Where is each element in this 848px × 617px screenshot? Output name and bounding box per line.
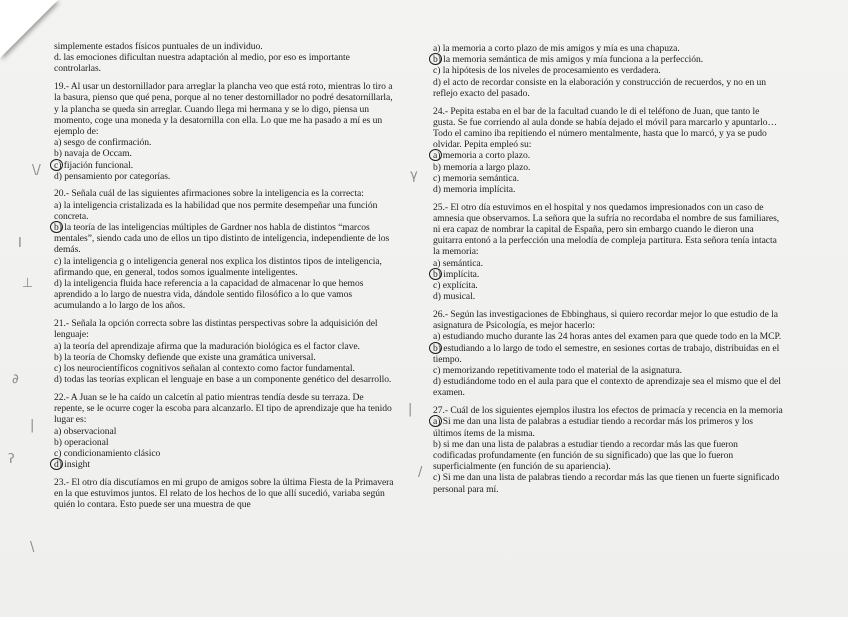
pencil-mark: \ <box>30 540 35 555</box>
answer-option: d) el acto de recordar consiste en la elaboración y construcción de recuerdos, y no en un reflejo exacto del pasado. <box>433 76 767 99</box>
answer-option: a) la teoría del aprendizaje afirma que la maduración biológica es el factor clave. <box>54 340 360 352</box>
question <box>54 318 396 385</box>
answer-option: c) la hipótesis de los niveles de procesamiento es verdadera. <box>433 65 661 77</box>
pencil-mark: / <box>418 465 423 480</box>
options-list <box>433 331 783 398</box>
answer-option: a) semántica. <box>433 257 483 269</box>
question-stem: 20.- Señala cuál de las siguientes afirmaciones sobre la inteligencia es la correcta: <box>54 188 364 200</box>
question <box>433 106 783 196</box>
question-stem: 26.- Según las investigaciones de Ebbinghaus, si quiero recordar mejor lo que estudio de la asignatura de Psicología, es mejor hacerlo: <box>433 308 778 332</box>
folded-corner <box>0 0 58 58</box>
answer-option: a) memoria a corto plazo. <box>433 150 783 161</box>
answer-option: c) memoria semántica. <box>433 172 520 184</box>
answer-option: b) memoria a largo plazo. <box>433 161 531 173</box>
question-stem: 22.- A Juan se le ha caído un calcetín al patio mientras tendía desde su terraza. De repente, se le ocurre coger la escoba para alcanzarlo. El tipo de aprendizaje que ha tenido lugar es: <box>54 391 392 426</box>
options-list <box>54 426 396 471</box>
question <box>54 81 396 182</box>
circled-answer-mark <box>429 53 442 65</box>
options-list <box>433 258 783 303</box>
answer-option: d) estudiándome todo en el aula para que el contexto de aprendizaje sea el mismo que el del examen. <box>433 376 781 399</box>
answer-option: b) operacional <box>54 436 109 448</box>
options-list <box>433 43 783 99</box>
answer-option: b) la memoria semántica de mis amigos y mía funciona a la perfección. <box>433 54 783 65</box>
answer-option: b) la teoría de Chomsky defiende que existe una gramática universal. <box>54 351 316 363</box>
pencil-mark: | <box>408 402 413 417</box>
question-stem: 23.- El otro día discutíamos en mi grupo de amigos sobre la última Fiesta de la Primavera en la que estuvimos juntos. El relato de los hechos de lo que allí sucedió, variaba según quién lo contara. Esto puede ser una muestra de que <box>54 476 394 511</box>
answer-option: b) estudiando a lo largo de todo el semestre, en sesiones cortas de trabajo, distribuidas en el tiempo. <box>433 343 783 365</box>
answer-option: d) pensamiento por categorías. <box>54 170 171 182</box>
options-list <box>433 416 783 494</box>
answer-option: a) Si me dan una lista de palabras a estudiar tiendo a recordar más los primeros y los últimos ítems de la misma. <box>433 416 783 438</box>
question <box>54 477 396 511</box>
options-list <box>54 341 396 386</box>
circled-answer-mark <box>429 415 442 427</box>
answer-option: a) la memoria a corto plazo de mis amigos y mía es una chapuza. <box>433 43 680 54</box>
question <box>433 405 783 495</box>
pencil-mark: | <box>30 418 35 433</box>
pencil-scribble: ∂ <box>12 372 19 387</box>
answer-option: c) memorizando repetitivamente todo el material de la asignatura. <box>433 364 683 376</box>
question-stem: 25.- El otro día estuvimos en el hospital y nos quedamos impresionados con un caso de amnesia que observamos. La señora que la sufría no recordaba el nombre de sus familiares, ni era capaz de nombrar la capital de España, pero sin embargo cuando le dieron una guitarra entonó a la perfección una melodía de compleja partitura. Esta señora tenía intacta la memoria: <box>433 201 780 258</box>
circled-answer-mark <box>50 159 63 171</box>
question-23-options <box>433 43 783 99</box>
answer-option: c) Si me dan una lista de palabras tiendo a recordar más las que tienen un fuerte significado personal para mí. <box>433 472 780 495</box>
pencil-mark: ⊥ <box>22 276 34 291</box>
question-stem: 27.- Cuál de los siguientes ejemplos ilustra los efectos de primacía y recencia en la memoria <box>433 405 783 417</box>
answer-option: a) estudiando mucho durante las 24 horas antes del examen para que quede todo en la MCP. <box>433 331 782 343</box>
circled-answer-mark <box>429 268 442 280</box>
answer-option: a) observacional <box>54 425 117 437</box>
answer-option: d) insight <box>54 459 396 470</box>
pencil-mark: Ι <box>18 236 22 251</box>
pencil-scribble: ʔ <box>8 452 15 467</box>
answer-option: c) la inteligencia g o inteligencia general nos explica los distintos tipos de inteligencia, afirmando que, en general, todos somos igualmente inteligentes. <box>54 255 382 278</box>
answer-option: d) todas las teorías explican el lenguaje en base a un componente genético del desarrollo. <box>54 374 392 386</box>
answer-option: c) explícita. <box>433 280 478 292</box>
left-column <box>54 41 396 517</box>
question <box>433 202 783 303</box>
answer-option: c) condicionamiento clásico <box>54 447 161 459</box>
question <box>54 188 396 311</box>
options-list <box>54 200 396 312</box>
question <box>433 309 783 399</box>
fragment-line: simplemente estados físicos puntuales de un individuo. <box>54 41 263 52</box>
pencil-mark: \/ <box>32 163 41 178</box>
question-stem: 21.- Señala la opción correcta sobre las distintas perspectivas sobre la adquisición del lenguaje: <box>54 318 378 341</box>
options-list <box>433 150 783 195</box>
answer-option: b) la teoría de las inteligencias múltiples de Gardner nos habla de distintos “marcos mentales”, siendo cada uno de ellos un tipo distinto de inteligencia, independiente de los demás. <box>54 222 396 256</box>
answer-option: c) los neurocientíficos cognitivos señalan al contexto como factor fundamental. <box>54 362 355 374</box>
top-fragment <box>54 41 396 75</box>
question <box>54 392 396 470</box>
answer-option: b) implícita. <box>433 269 783 280</box>
answer-option: d) musical. <box>433 291 476 303</box>
answer-option: d) la inteligencia fluida hace referencia a la capacidad de almacenar lo que hemos aprendido a lo largo de nuestra vida, dándole sentido filosófico a lo que vamos acumulando a lo largo de los años. <box>54 278 364 312</box>
answer-option: b) navaja de Occam. <box>54 148 132 160</box>
answer-option: b) si me dan una lista de palabras a estudiar tiendo a recordar más las que fueron codificadas profundamente (en función de su significado) que las que lo fueron superficialmente (en función de su apariencia). <box>433 438 738 473</box>
circled-answer-mark <box>429 149 442 161</box>
question-stem: 24.- Pepita estaba en el bar de la facultad cuando le di el teléfono de Juan, que tanto le gusta. Se fue corriendo al aula donde se había dejado el móvil para marcarlo y apuntarlo… Todo el camino iba repitiendo el número mentalmente, hasta que lo marcó, y ya se pudo olvidar. Pepita empleó su: <box>433 105 777 151</box>
right-questions <box>433 106 783 495</box>
answer-option: c) fijación funcional. <box>54 160 396 171</box>
circled-answer-mark <box>50 221 63 233</box>
fragment-line: d. las emociones dificultan nuestra adaptación al medio, por eso es importante controlarlas. <box>54 52 350 75</box>
circled-answer-mark <box>50 458 63 470</box>
answer-option: a) sesgo de confirmación. <box>54 137 152 149</box>
question-stem: 19.- Al usar un destornillador para arreglar la plancha veo que está roto, mientras lo tiro a la basura, pienso que qué pena, porque al no tener destornillador no podré desatornillarla, y la plancha se queda sin arreglar. Cuando llega mi hermana y se lo digo, piensa un momento, coge una moneda y la desatornilla con ella. Lo que me ha pasado a mí es un ejemplo de: <box>54 81 393 137</box>
right-column <box>433 43 783 501</box>
circled-answer-mark <box>429 342 442 354</box>
left-questions <box>54 81 396 510</box>
pencil-mark: γ <box>410 168 418 183</box>
answer-option: d) memoria implícita. <box>433 183 516 195</box>
answer-option: a) la inteligencia cristalizada es la habilidad que nos permite desempeñar una función concreta. <box>54 199 378 222</box>
options-list <box>54 137 396 182</box>
